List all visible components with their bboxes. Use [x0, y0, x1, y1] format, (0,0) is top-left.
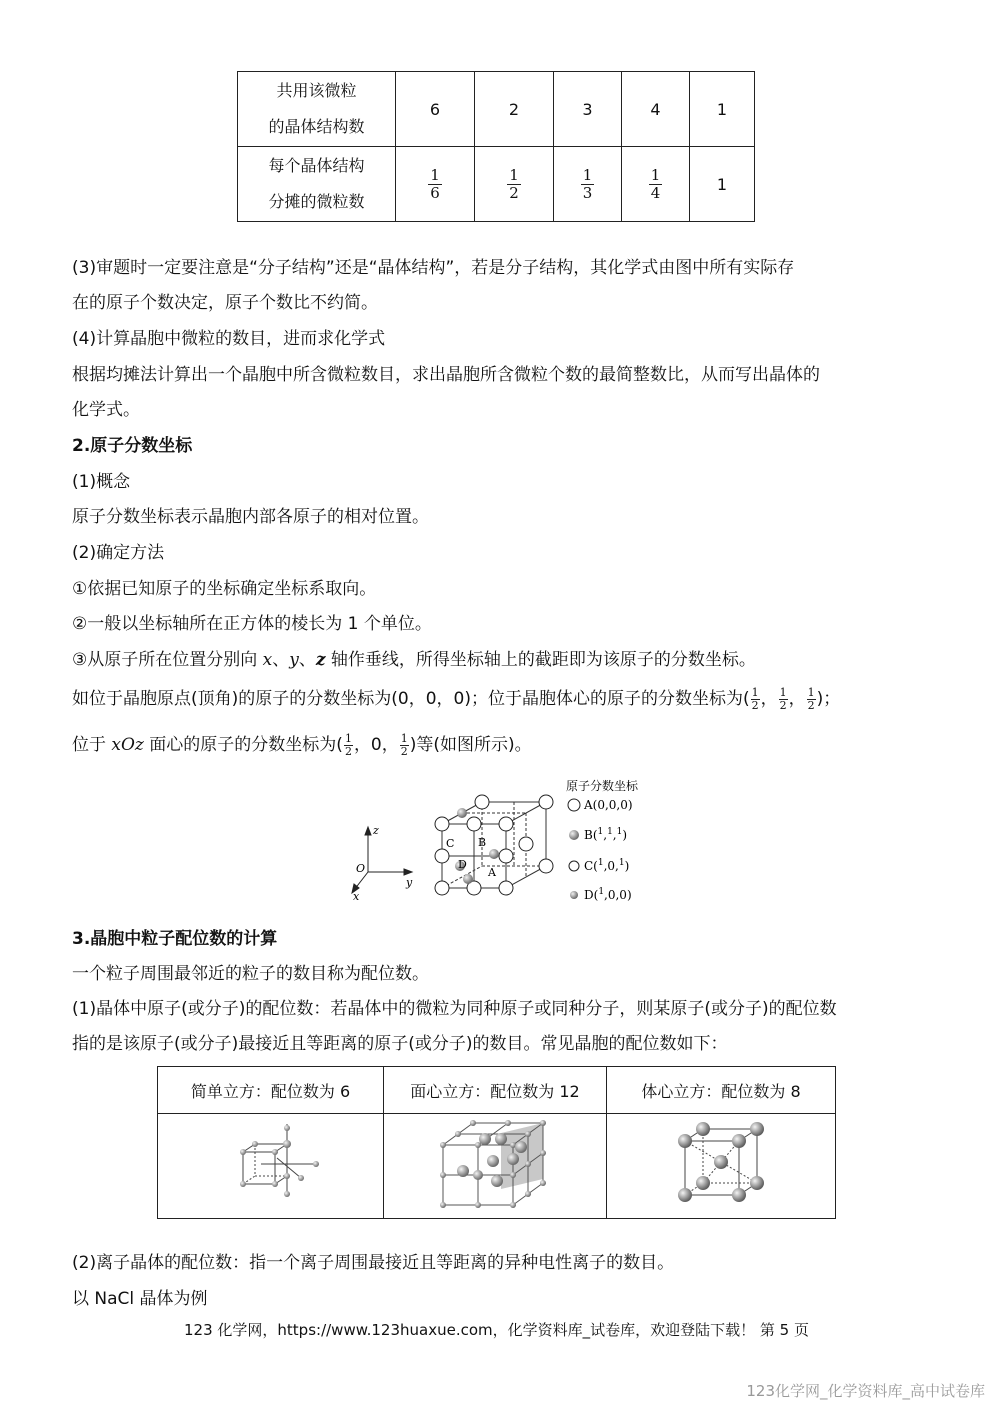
paragraph-line: ②一般以坐标轴所在正方体的棱长为 1 个单位。 [72, 614, 432, 634]
fraction: $\frac{1}{2}$ [779, 685, 787, 712]
paragraph-line: ①依据已知原子的坐标确定坐标系取向。 [72, 579, 377, 599]
fractional-coordinate-figure [340, 774, 670, 914]
table-row [238, 147, 755, 222]
table-header-cell: 简单立方：配位数为 6 [158, 1067, 384, 1114]
axis-z-label: z [373, 824, 379, 837]
section-heading: 3.晶胞中粒子配位数的计算 [72, 929, 278, 949]
simple-cubic-figure [221, 1124, 321, 1204]
paragraph-line: (1)概念 [72, 472, 131, 492]
legend-symbols [568, 799, 580, 899]
paragraph-line: (3)审题时一定要注意是“分子结构”还是“晶体结构”，若是分子结构，其化学式由图中所有实际存 [72, 258, 795, 278]
axis-system [352, 827, 412, 893]
atom-label-a: A [488, 866, 496, 879]
table-cell: 4 [622, 72, 690, 147]
paragraph-line: 位于 xOz 面心的原子的分数坐标为( $\frac{1}{2}$ ，0， $\frac{1}{2}$ )等(如图所示)。 [72, 731, 532, 758]
body-centered-cubic-figure [671, 1121, 771, 1207]
fraction: $\frac{1}{2}$ [807, 685, 815, 712]
legend-d: D($^1$,0,0) [584, 887, 632, 902]
share-table [237, 71, 755, 222]
table-header-cell: 面心立方：配位数为 12 [384, 1067, 607, 1114]
fraction: $\frac{1}{2}$ [344, 731, 352, 758]
table-cell: 6 [396, 72, 475, 147]
table-row [158, 1067, 836, 1114]
table-header-cell: 体心立方：配位数为 8 [607, 1067, 836, 1114]
paragraph-line: 原子分数坐标表示晶胞内部各原子的相对位置。 [72, 507, 429, 527]
table-cell [554, 147, 622, 222]
paragraph-line: 一个粒子周围最邻近的粒子的数目称为配位数。 [72, 964, 429, 984]
fraction: $\frac{1}{6}$ [430, 165, 440, 202]
axis-origin-label: O [356, 862, 366, 875]
table-cell [475, 147, 554, 222]
legend-b: B($^1$,$^1$,$^1$) [584, 827, 628, 842]
table-header-cell: 每个晶体结构 分摊的微粒数 [238, 147, 396, 222]
table-cell [396, 147, 475, 222]
paragraph-line: 如位于晶胞原点(顶角)的原子的分数坐标为(0，0，0)；位于晶胞体心的原子的分数坐标为( $\frac{1}{2}$ ， $\frac{1}{2}$ ， $\frac{1}{2}$ )； [72, 685, 841, 712]
table-cell [158, 1114, 384, 1219]
fraction: $\frac{1}{2}$ [509, 165, 519, 202]
axis-x-label: x [353, 890, 360, 903]
table-row [238, 72, 755, 147]
fraction: $\frac{1}{3}$ [582, 165, 593, 202]
axis-y-label: y [406, 876, 413, 889]
table-cell [622, 147, 690, 222]
atom-label-c: C [446, 837, 455, 850]
legend-c: C($^1$,0,$^1$) [584, 858, 630, 873]
paragraph-line: ③从原子所在位置分别向 x、y、z 轴作垂线，所得坐标轴上的截距即为该原子的分数坐标。 [72, 650, 756, 670]
legend-title: 原子分数坐标 [566, 779, 639, 793]
table-cell: 2 [475, 72, 554, 147]
face-centered-cubic-figure [435, 1119, 555, 1209]
coordination-table [157, 1066, 836, 1219]
paragraph-line: 在的原子个数决定，原子个数比不约简。 [72, 293, 378, 313]
fraction: $\frac{1}{2}$ [400, 731, 408, 758]
paragraph-line: (2)离子晶体的配位数：指一个离子周围最接近且等距离的异种电性离子的数目。 [72, 1253, 675, 1273]
fraction: $\frac{1}{2}$ [751, 685, 759, 712]
paragraph-line: 根据均摊法计算出一个晶胞中所含微粒数目，求出晶胞所含微粒个数的最简整数比，从而写出晶体的 [72, 365, 820, 385]
paragraph-line: 化学式。 [72, 400, 140, 420]
section-heading: 2.原子分数坐标 [72, 436, 193, 456]
table-cell: 1 [690, 147, 755, 222]
page-footer: 123 化学网，https://www.123huaxue.com，化学资料库_试卷库，欢迎登陆下载！ 第 5 页 [184, 1321, 809, 1339]
paragraph-line: (1)晶体中原子(或分子)的配位数：若晶体中的微粒为同种原子或同种分子，则某原子(或分子)的配位数 [72, 999, 837, 1019]
table-cell: 1 [690, 72, 755, 147]
paragraph-line: (4)计算晶胞中微粒的数目，进而求化学式 [72, 329, 386, 349]
fraction: $\frac{1}{4}$ [650, 165, 661, 202]
table-cell: 3 [554, 72, 622, 147]
legend-a: A(0,0,0) [584, 798, 633, 812]
table-row [158, 1114, 836, 1219]
paragraph-line: 指的是该原子(或分子)最接近且等距离的原子(或分子)的数目。常见晶胞的配位数如下： [72, 1034, 728, 1054]
table-header-cell: 共用该微粒 的晶体结构数 [238, 72, 396, 147]
atom-label-d: D [458, 858, 467, 871]
table-cell [384, 1114, 607, 1219]
table-cell [607, 1114, 836, 1219]
paragraph-line: 以 NaCl 晶体为例 [72, 1289, 208, 1309]
atom-label-b: B [478, 836, 487, 849]
paragraph-line: (2)确定方法 [72, 543, 165, 563]
watermark: 123化学网_化学资料库_高中试卷库 [746, 1382, 985, 1400]
